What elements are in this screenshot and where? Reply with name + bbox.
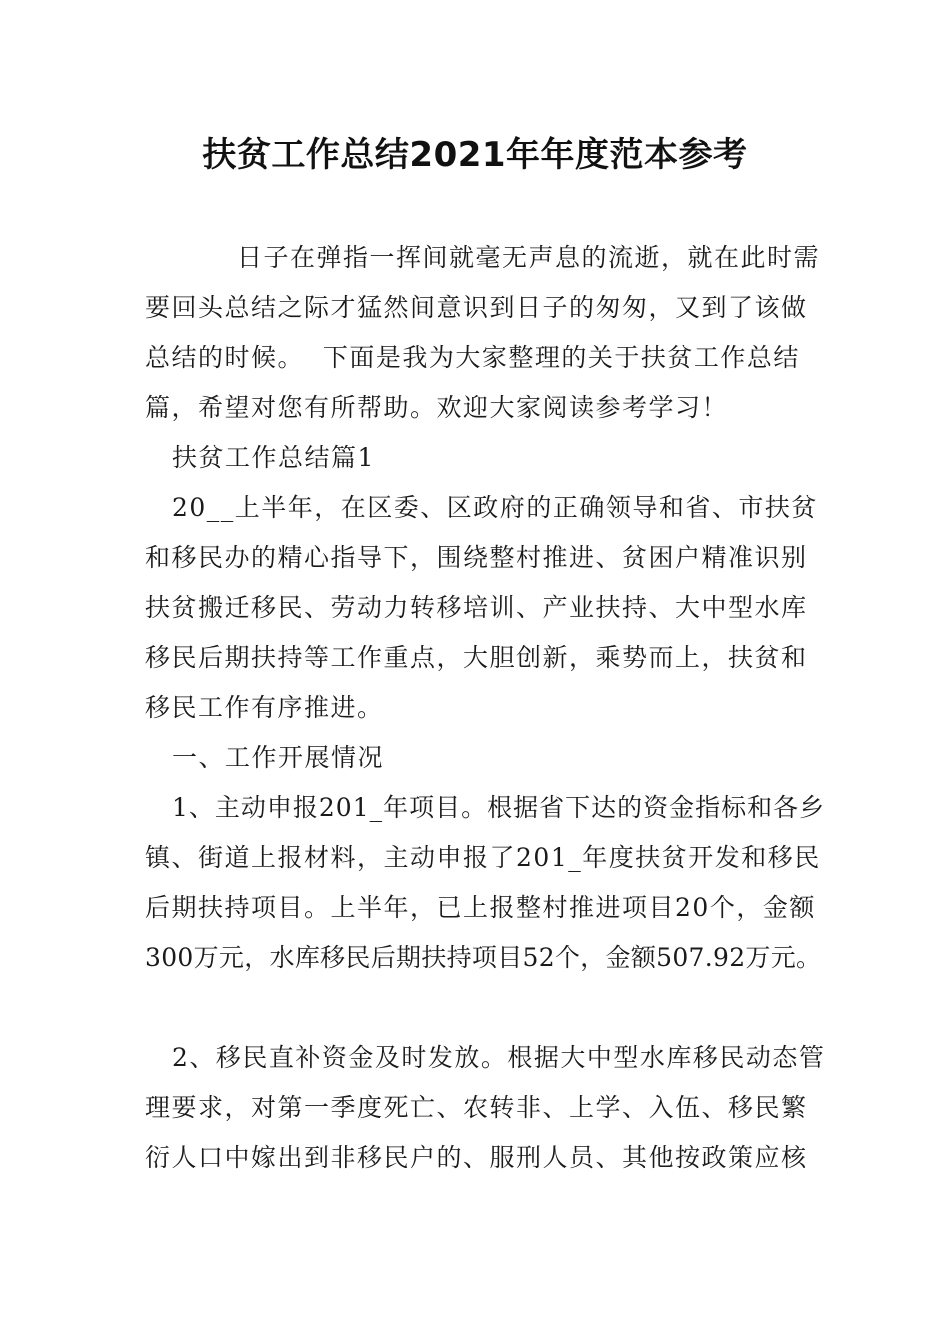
paragraph-line: 镇、街道上报材料，主动申报了201_年度扶贫开发和移民: [145, 843, 821, 872]
section-heading: 扶贫工作总结篇1: [172, 443, 375, 472]
paragraph-line: 衍人口中嫁出到非移民户的、服刑人员、其他按政策应核: [145, 1143, 808, 1172]
paragraph-line: 移民后期扶持等工作重点，大胆创新，乘势而上，扶贫和: [145, 643, 808, 672]
paragraph-line: 1、主动申报201_年项目。根据省下达的资金指标和各乡: [172, 793, 826, 822]
paragraph-line: 移民工作有序推进。: [145, 693, 384, 722]
paragraph-line: 300万元，水库移民后期扶持项目52个，金额507.92万元。: [145, 943, 822, 972]
paragraph-line: 日子在弹指一挥间就毫无声息的流逝，就在此时需: [237, 243, 821, 272]
paragraph-line: 篇，希望对您有所帮助。欢迎大家阅读参考学习！: [145, 393, 729, 422]
document-title: 扶贫工作总结2021年年度范本参考: [202, 135, 748, 175]
paragraph-line: 扶贫搬迁移民、劳动力转移培训、产业扶持、大中型水库: [145, 593, 808, 622]
paragraph-line: 和移民办的精心指导下，围绕整村推进、贫困户精准识别: [145, 543, 808, 572]
paragraph-line: 20__上半年，在区委、区政府的正确领导和省、市扶贫: [172, 493, 818, 522]
paragraph-line: 要回头总结之际才猛然间意识到日子的匆匆，又到了该做: [145, 293, 808, 322]
paragraph-line: 2、移民直补资金及时发放。根据大中型水库移民动态管: [172, 1043, 826, 1072]
paragraph-line: 理要求，对第一季度死亡、农转非、上学、入伍、移民繁: [145, 1093, 808, 1122]
section-heading: 一、工作开展情况: [172, 743, 385, 772]
paragraph-line: 总结的时候。 下面是我为大家整理的关于扶贫工作总结: [145, 343, 800, 372]
paragraph-line: 后期扶持项目。上半年，已上报整村推进项目20个，金额: [145, 893, 816, 922]
